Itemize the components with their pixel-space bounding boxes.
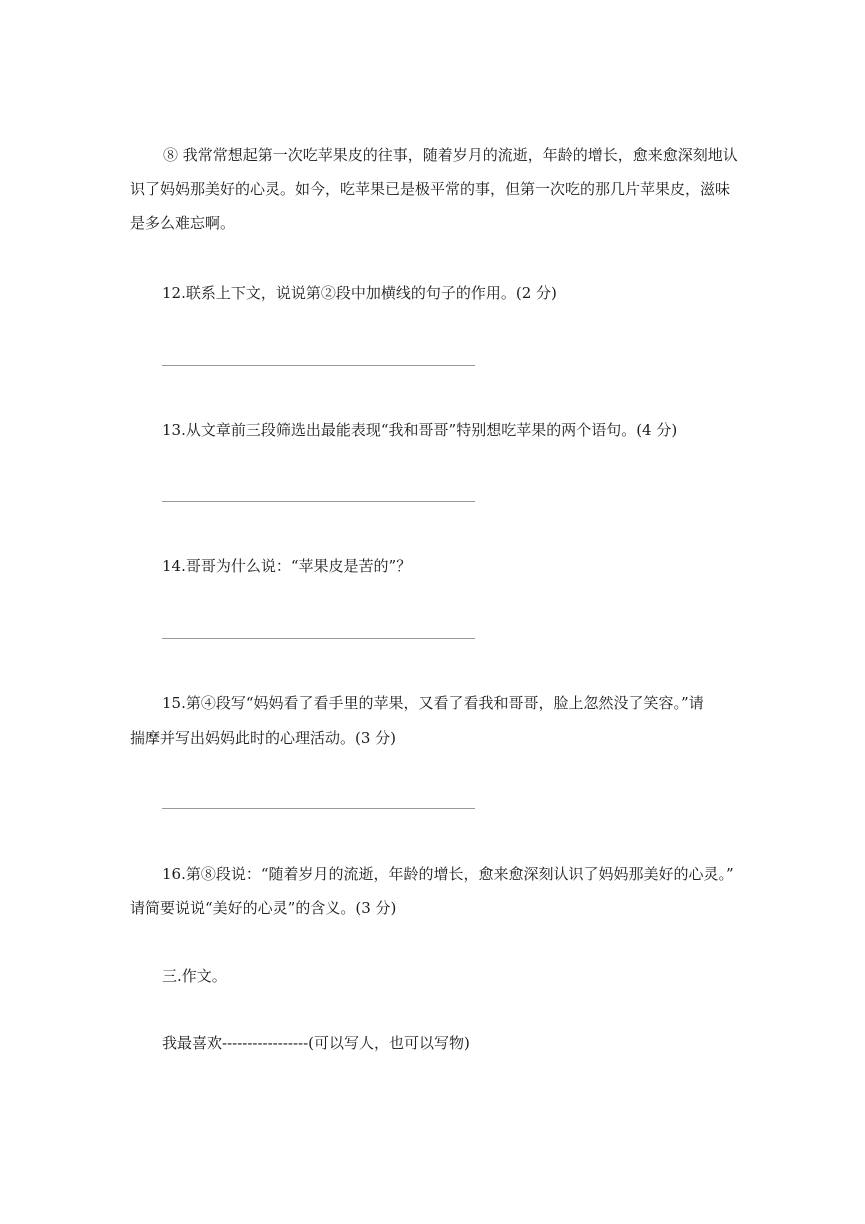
answer-line-12 bbox=[162, 365, 475, 366]
question-12: 12.联系上下文，说说第②段中加横线的句子的作用。(2 分) bbox=[162, 284, 557, 302]
question-16-line-1: 16.第⑧段说：“随着岁月的流逝，年龄的增长，愈来愈深刻认识了妈妈那美好的心灵。” bbox=[162, 865, 734, 883]
answer-line-13 bbox=[162, 501, 475, 502]
answer-line-14 bbox=[162, 638, 475, 639]
composition-prompt: 我最喜欢-----------------(可以写人，也可以写物) bbox=[162, 1034, 470, 1052]
paragraph-8: ⑧ 我常常想起第一次吃苹果皮的往事，随着岁月的流逝，年龄的增长，愈来愈深刻地认识了妈妈那美好的心灵。如今，吃苹果已是极平常的事，但第一次吃的那几片苹果皮，滋味是多么难忘啊。 bbox=[130, 146, 738, 232]
answer-line-15 bbox=[162, 808, 475, 809]
question-15-line-1: 15.第④段写“妈妈看了看手里的苹果，又看了看我和哥哥，脸上忽然没了笑容。”请 bbox=[162, 694, 704, 712]
section-3-heading: 三.作文。 bbox=[162, 967, 227, 985]
question-16-line-2: 请简要说说“美好的心灵”的含义。(3 分) bbox=[130, 899, 397, 917]
question-13: 13.从文章前三段筛选出最能表现“我和哥哥”特别想吃苹果的两个语句。(4 分) bbox=[162, 421, 678, 439]
question-15-line-2: 揣摩并写出妈妈此时的心理活动。(3 分) bbox=[130, 729, 397, 747]
question-14: 14.哥哥为什么说：“苹果皮是苦的”？ bbox=[162, 557, 412, 575]
